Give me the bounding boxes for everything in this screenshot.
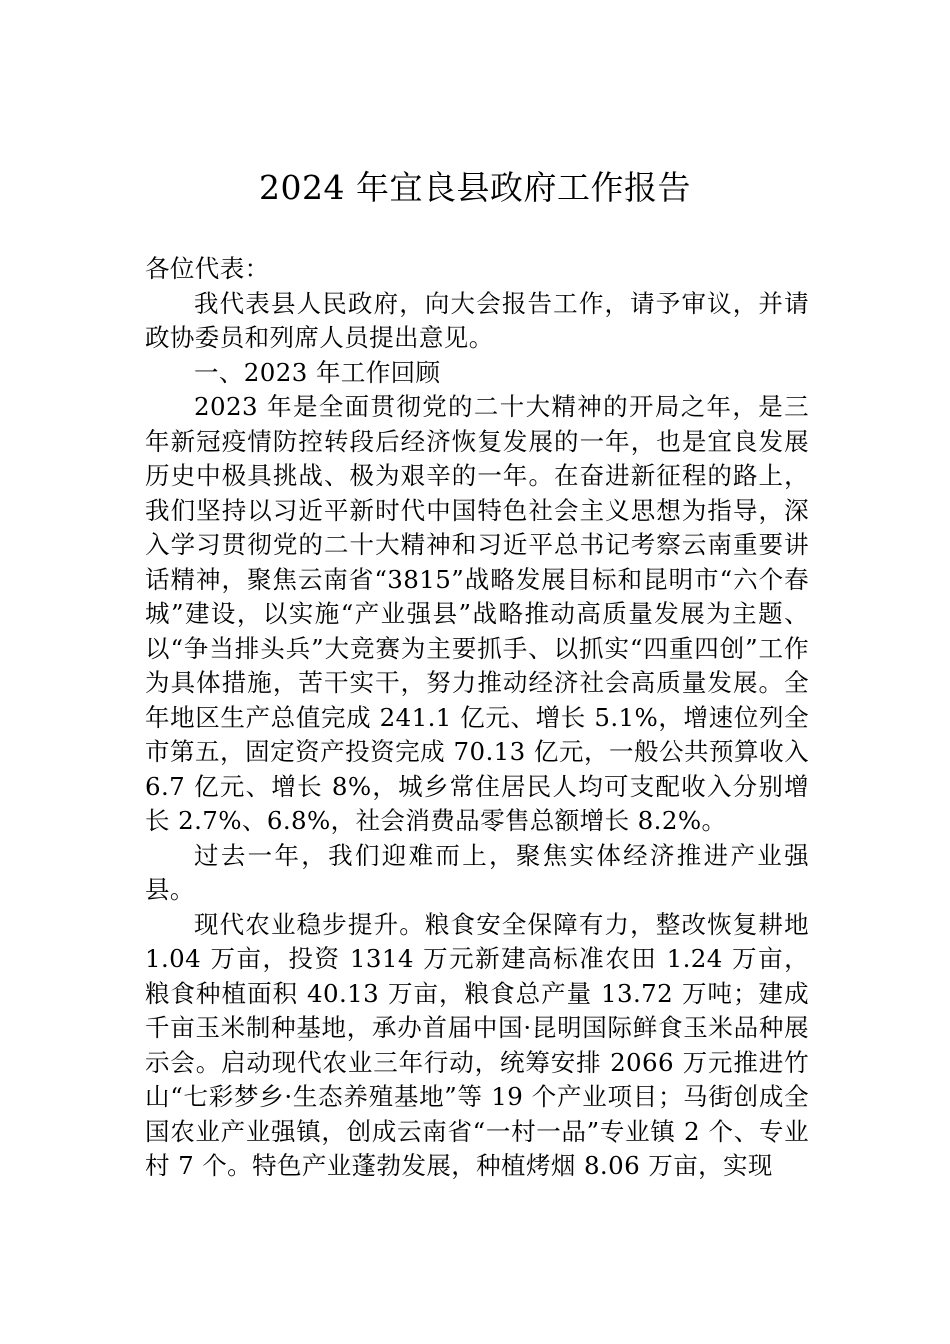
section-heading: 一、2023 年工作回顾 <box>194 357 441 387</box>
paragraph-agriculture: 现代农业稳步提升。粮食安全保障有力，整改恢复耕地 1.04 万亩，投资 1314 万元新建高标准农田 1.24 万亩，粮食种植面积 40.13 万亩，粮食总产量 13.72 万吨；建成千亩玉米制种基地，承办首届中国·昆明国际鲜食玉米品种展示会。启动现代农业三年行动，统筹安排 2066 万元推进竹山“七彩梦乡·生态养殖基地”等 19 个产业项目；马街创成全国农业产业强镇，创成云南省“一村一品”专业镇 2 个、专业村 7 个。特色产业蓬勃发展，种植烤烟 8.06 万亩，实现 <box>145 909 809 1180</box>
document-title: 2024 年宜良县政府工作报告 <box>259 168 691 207</box>
paragraph-intro: 我代表县人民政府，向大会报告工作，请予审议，并请政协委员和列席人员提出意见。 <box>145 288 809 352</box>
paragraph-review: 2023 年是全面贯彻党的二十大精神的开局之年，是三年新冠疫情防控转段后经济恢复发展的一年，也是宜良发展历史中极具挑战、极为艰辛的一年。在奋进新征程的路上，我们坚持以习近平新时代中国特色社会主义思想为指导，深入学习贯彻党的二十大精神和习近平总书记考察云南重要讲话精神，聚焦云南省“3815”战略发展目标和昆明市“六个春城”建设，以实施“产业强县”战略推动高质量发展为主题、以“争当排头兵”大竞赛为主要抓手、以抓实“四重四创”工作为具体措施，苦干实干，努力推动经济社会高质量发展。全年地区生产总值完成 241.1 亿元、增长 5.1%，增速位列全市第五，固定资产投资完成 70.13 亿元，一般公共预算收入 6.7 亿元、增长 8%，城乡常住居民人均可支配收入分别增长 2.7%、6.8%，社会消费品零售总额增长 8.2%。 <box>145 392 809 835</box>
salutation: 各位代表： <box>145 254 270 283</box>
document-body <box>145 252 809 1184</box>
paragraph-summary: 过去一年，我们迎难而上，聚焦实体经济推进产业强县。 <box>145 840 809 904</box>
